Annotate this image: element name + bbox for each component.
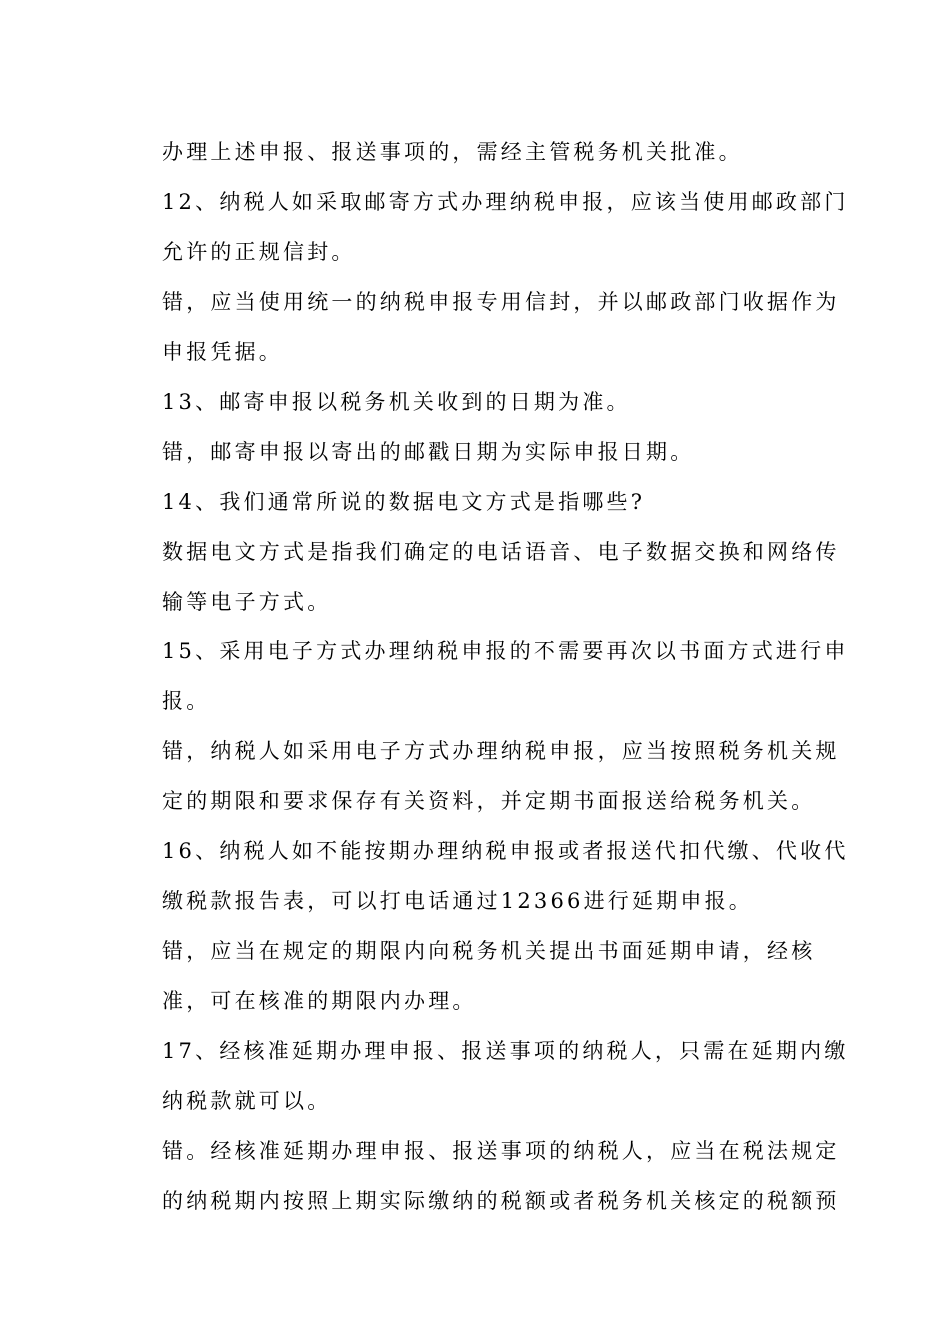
text-line: 错，邮寄申报以寄出的邮戳日期为实际申报日期。 [162,440,695,464]
text-line: 办理上述申报、报送事项的，需经主管税务机关批准。 [162,140,743,164]
text-line: 报。 [162,689,211,713]
text-line: 16、纳税人如不能按期办理纳税申报或者报送代扣代缴、代收代 [162,839,849,863]
text-line: 申报凭据。 [162,340,283,364]
text-line: 12、纳税人如采取邮寄方式办理纳税申报，应该当使用邮政部门 [162,190,849,214]
text-line: 定的期限和要求保存有关资料，并定期书面报送给税务机关。 [162,789,816,813]
text-line: 错，应当在规定的期限内向税务机关提出书面延期申请，经核 [162,939,816,963]
text-line: 缴税款报告表，可以打电话通过12366进行延期申报。 [162,889,754,913]
text-line: 输等电子方式。 [162,590,332,614]
text-line: 错，应当使用统一的纳税申报专用信封，并以邮政部门收据作为 [162,290,840,314]
text-line: 错。经核准延期办理申报、报送事项的纳税人，应当在税法规定 [162,1139,840,1163]
text-line: 的纳税期内按照上期实际缴纳的税额或者税务机关核定的税额预 [162,1189,840,1213]
text-line: 纳税款就可以。 [162,1089,332,1113]
text-line: 数据电文方式是指我们确定的电话语音、电子数据交换和网络传 [162,540,840,564]
text-line: 错，纳税人如采用电子方式办理纳税申报，应当按照税务机关规 [162,739,840,763]
text-line: 17、经核准延期办理申报、报送事项的纳税人，只需在延期内缴 [162,1039,849,1063]
text-line: 14、我们通常所说的数据电文方式是指哪些? [162,490,646,514]
text-line: 准，可在核准的期限内办理。 [162,989,477,1013]
text-line: 允许的正规信封。 [162,240,356,264]
text-line: 13、邮寄申报以税务机关收到的日期为准。 [162,390,631,414]
text-line: 15、采用电子方式办理纳税申报的不需要再次以书面方式进行申 [162,639,849,663]
